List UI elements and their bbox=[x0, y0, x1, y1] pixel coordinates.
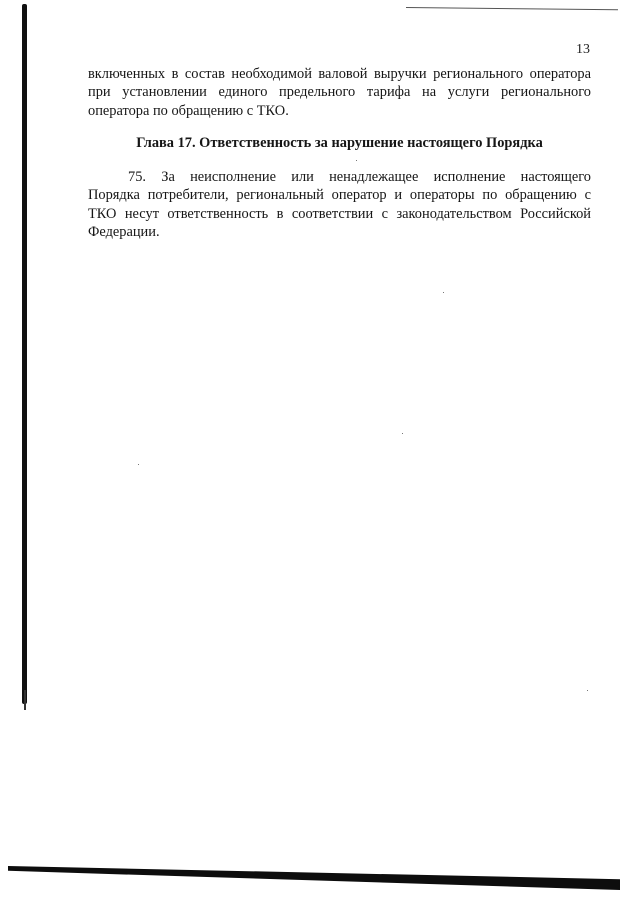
scan-edge-bottom bbox=[8, 866, 620, 890]
scan-line-top bbox=[406, 7, 618, 10]
paragraph-line: Федерации. bbox=[88, 224, 160, 241]
chapter-heading: Глава 17. Ответственность за нарушение настоящего Порядка bbox=[136, 135, 543, 151]
paragraph-line: 75. За неисполнение или ненадлежащее исполнение настоящего bbox=[128, 169, 591, 185]
page-number: 13 bbox=[576, 42, 590, 57]
scan-speck bbox=[587, 690, 588, 691]
paragraph-line: включенных в состав необходимой валовой выручки регионального оператора bbox=[88, 66, 591, 82]
paragraph-responsibility bbox=[88, 168, 591, 242]
paragraph-line: Порядка потребители, региональный оператор и операторы по обращению с bbox=[88, 187, 591, 204]
paragraph-line: оператора по обращению с ТКО. bbox=[88, 102, 289, 119]
scan-speck bbox=[356, 160, 357, 161]
paragraph-tariff-continuation bbox=[88, 65, 591, 120]
scan-speck bbox=[402, 433, 403, 434]
scan-edge-left-tail bbox=[24, 690, 26, 710]
scan-edge-left bbox=[22, 4, 27, 704]
paragraph-line: при установлении единого предельного тарифа на услуги регионального bbox=[88, 84, 591, 101]
scan-speck bbox=[443, 292, 444, 293]
scan-speck bbox=[138, 464, 139, 465]
paragraph-line: ТКО несут ответственность в соответствии с законодательством Российской bbox=[88, 205, 591, 222]
